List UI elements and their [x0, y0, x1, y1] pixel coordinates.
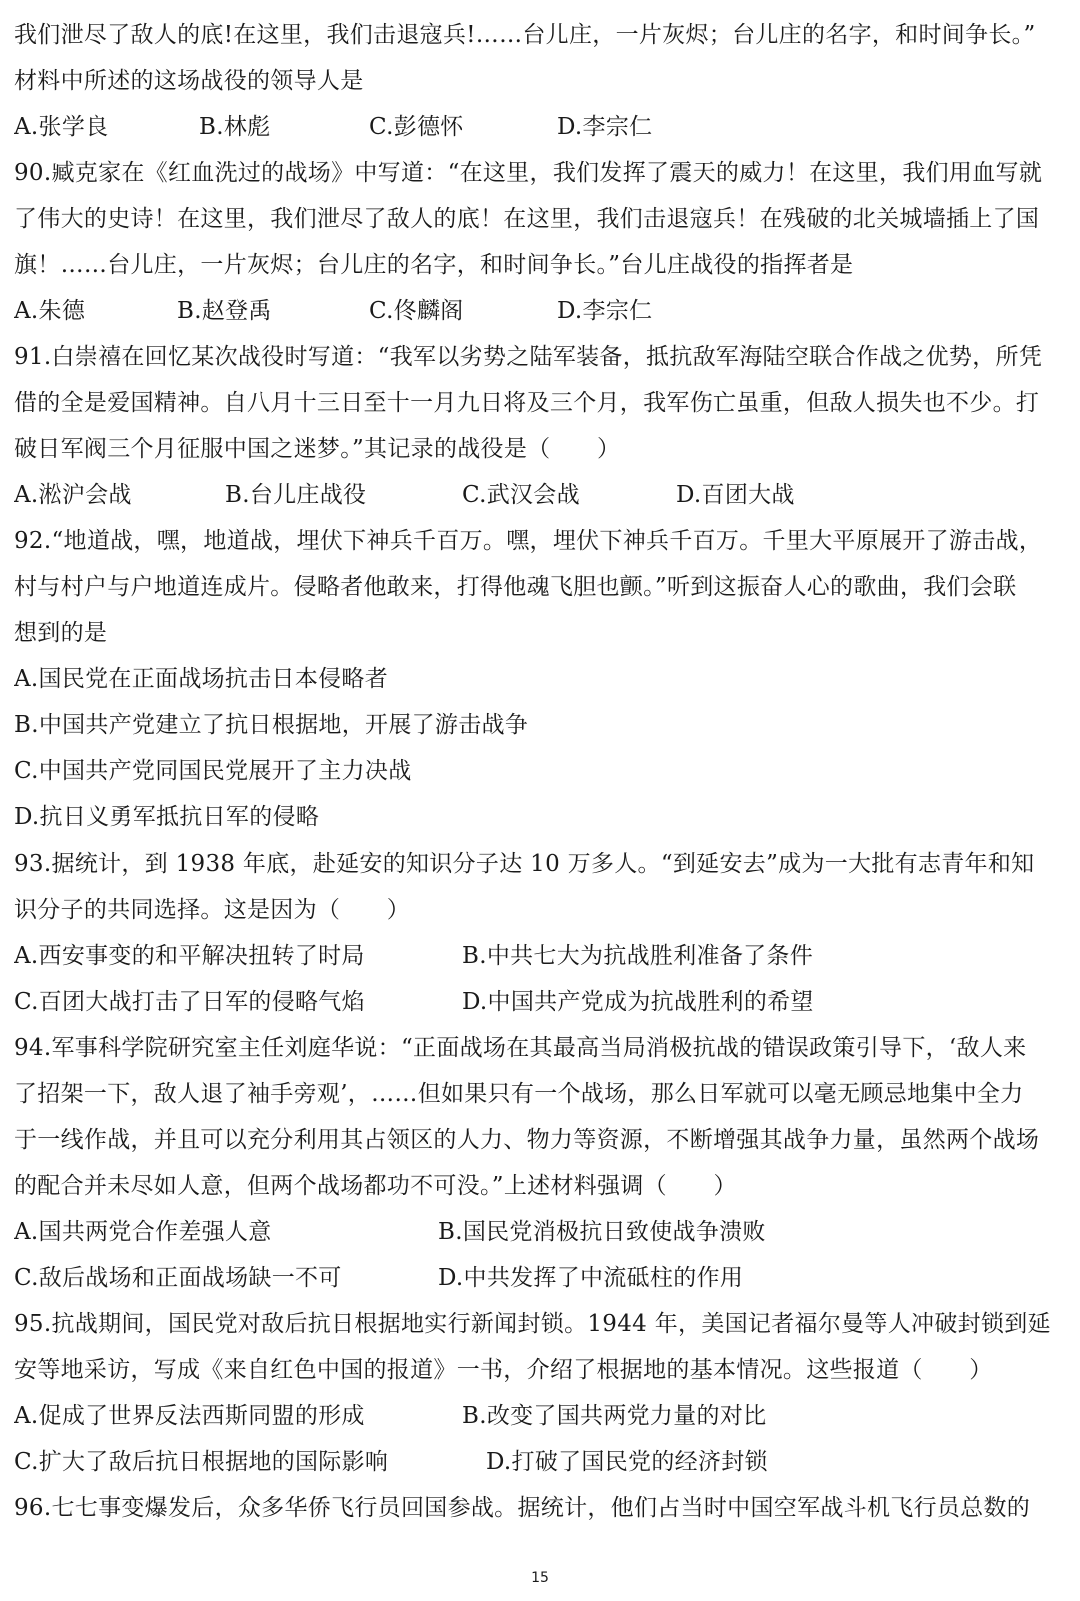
q95-option-a[interactable]: A.促成了世界反法西斯同盟的形成: [14, 1403, 365, 1429]
q90-stem-line-3: 旗！……台儿庄，一片灰烬；台儿庄的名字，和时间争长。”台儿庄战役的指挥者是: [14, 252, 854, 278]
q92-stem-line-3: 想到的是: [14, 620, 108, 646]
q91-option-a[interactable]: A.淞沪会战: [14, 482, 132, 508]
q95-option-d[interactable]: D.打破了国民党的经济封锁: [486, 1449, 768, 1475]
q91-stem-line-1: 91.白崇禧在回忆某次战役时写道：“我军以劣势之陆军装备，抵抗敌军海陆空联合作战之优势，所凭: [14, 344, 1043, 370]
q93-options-row-2: [14, 987, 1060, 1017]
q89-stem-line-1: 我们泄尽了敌人的底!在这里，我们击退寇兵!……台儿庄，一片灰烬；台儿庄的名字，和时间争长。”: [14, 22, 1036, 48]
q93-stem-line-2: 识分子的共同选择。这是因为（ ）: [14, 897, 411, 923]
q91-stem-line-2: 借的全是爱国精神。自八月十三日至十一月九日将及三个月，我军伤亡虽重，但敌人损失也不少。打: [14, 390, 1040, 416]
q90-option-a[interactable]: A.朱德: [14, 298, 86, 324]
q93-option-b[interactable]: B.中共七大为抗战胜利准备了条件: [462, 943, 814, 969]
q94-options-row-1: [14, 1217, 1060, 1247]
q95-options-row-1: [14, 1401, 1060, 1431]
q90-option-d[interactable]: D.李宗仁: [557, 298, 653, 324]
q90-stem-line-2: 了伟大的史诗！在这里，我们泄尽了敌人的底！在这里，我们击退寇兵！在残破的北关城墙插上了国: [14, 206, 1040, 232]
q91-options-row: [14, 480, 1060, 510]
q92-stem-line-1: 92.“地道战，嘿，地道战，埋伏下神兵千百万。嘿，埋伏下神兵千百万。千里大平原展开了游击战，: [14, 528, 1043, 554]
q94-stem-line-2: 了招架一下，敌人退了袖手旁观’，……但如果只有一个战场，那么日军就可以毫无顾忌地集中全力: [14, 1081, 1024, 1107]
q89-option-a[interactable]: A.张学良: [14, 114, 109, 140]
q95-option-c[interactable]: C.扩大了敌后抗日根据地的国际影响: [14, 1449, 389, 1475]
q89-option-d[interactable]: D.李宗仁: [557, 114, 653, 140]
q89-option-c[interactable]: C.彭德怀: [369, 114, 464, 140]
q92-option-b[interactable]: B.中国共产党建立了抗日根据地，开展了游击战争: [14, 712, 529, 738]
q91-stem-line-3: 破日军阀三个月征服中国之迷梦。”其记录的战役是（ ）: [14, 436, 621, 462]
q91-option-c[interactable]: C.武汉会战: [462, 482, 580, 508]
q94-options-row-2: [14, 1263, 1060, 1293]
q94-option-a[interactable]: A.国共两党合作差强人意: [14, 1219, 272, 1245]
q89-options-row: [14, 112, 1060, 142]
q90-option-c[interactable]: C.佟麟阁: [369, 298, 464, 324]
q92-stem-line-2: 村与村户与户地道连成片。侵略者他敢来，打得他魂飞胆也颤。”听到这振奋人心的歌曲，我们会联: [14, 574, 1017, 600]
q94-option-d[interactable]: D.中共发挥了中流砥柱的作用: [438, 1265, 744, 1291]
q95-options-row-2: [14, 1447, 1060, 1477]
q93-option-a[interactable]: A.西安事变的和平解决扭转了时局: [14, 943, 365, 969]
q93-option-d[interactable]: D.中国共产党成为抗战胜利的希望: [462, 989, 814, 1015]
q90-options-row: [14, 296, 1060, 326]
q90-stem-line-1: 90.臧克家在《红血洗过的战场》中写道：“在这里，我们发挥了震天的威力！在这里，我们用血写就: [14, 160, 1043, 186]
q94-stem-line-4: 的配合并未尽如人意，但两个战场都功不可没。”上述材料强调（ ）: [14, 1173, 737, 1199]
q89-option-b[interactable]: B.林彪: [199, 114, 271, 140]
q95-stem-line-1: 95.抗战期间，国民党对敌后抗日根据地实行新闻封锁。1944 年，美国记者福尔曼等人冲破封锁到延: [14, 1311, 1051, 1337]
q96-stem-line-1: 96.七七事变爆发后，众多华侨飞行员回国参战。据统计，他们占当时中国空军战斗机飞行员总数的: [14, 1495, 1031, 1521]
q93-options-row-1: [14, 941, 1060, 971]
q93-option-c[interactable]: C.百团大战打击了日军的侵略气焰: [14, 989, 365, 1015]
page-number: 15: [531, 1570, 549, 1586]
q92-option-d[interactable]: D.抗日义勇军抵抗日军的侵略: [14, 804, 320, 830]
q94-stem-line-3: 于一线作战，并且可以充分利用其占领区的人力、物力等资源，不断增强其战争力量，虽然两个战场: [14, 1127, 1040, 1153]
q93-stem-line-1: 93.据统计，到 1938 年底，赴延安的知识分子达 10 万多人。“到延安去”成为一大批有志青年和知: [14, 851, 1035, 877]
q89-stem-line-2: 材料中所述的这场战役的领导人是: [14, 68, 364, 94]
q91-option-d[interactable]: D.百团大战: [676, 482, 795, 508]
q94-stem-line-1: 94.军事科学院研究室主任刘庭华说：“正面战场在其最高当局消极抗战的错误政策引导下，‘敌人来: [14, 1035, 1027, 1061]
q95-stem-line-2: 安等地采访，写成《来自红色中国的报道》一书，介绍了根据地的基本情况。这些报道（ ）: [14, 1357, 993, 1383]
q91-option-b[interactable]: B.台儿庄战役: [225, 482, 367, 508]
q90-option-b[interactable]: B.赵登禹: [177, 298, 272, 324]
q95-option-b[interactable]: B.改变了国共两党力量的对比: [462, 1403, 767, 1429]
q94-option-b[interactable]: B.国民党消极抗日致使战争溃败: [438, 1219, 766, 1245]
q92-option-a[interactable]: A.国民党在正面战场抗击日本侵略者: [14, 666, 389, 692]
q94-option-c[interactable]: C.敌后战场和正面战场缺一不可: [14, 1265, 342, 1291]
q92-option-c[interactable]: C.中国共产党同国民党展开了主力决战: [14, 758, 412, 784]
